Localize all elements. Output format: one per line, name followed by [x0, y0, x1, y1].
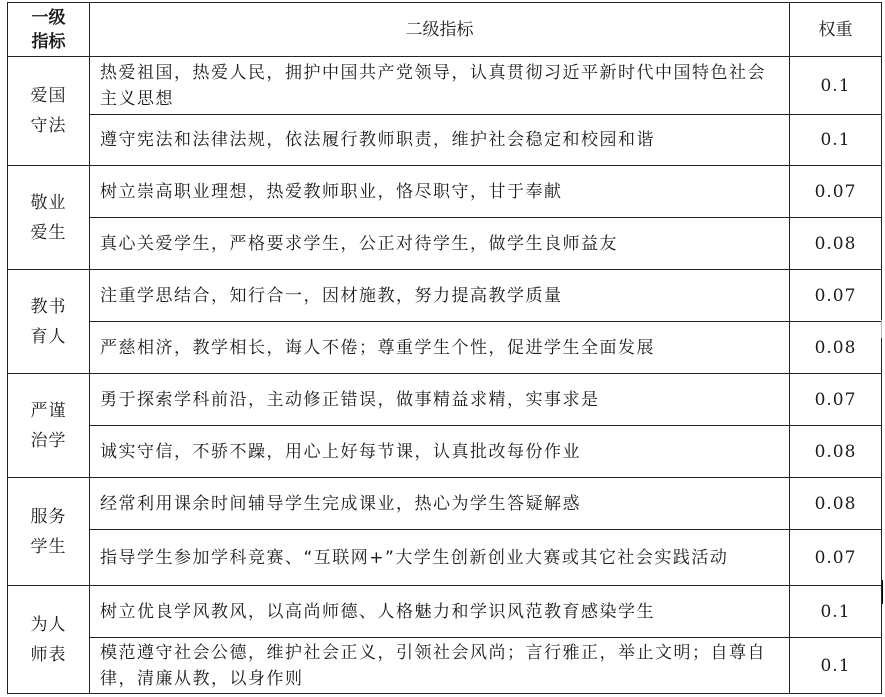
indicator-table — [7, 2, 882, 694]
table-row — [8, 530, 882, 586]
header-level2: 二级指标 — [90, 3, 790, 57]
item-desc: 经常利用课余时间辅导学生完成课业，热心为学生答疑解惑 — [90, 478, 790, 530]
item-weight: 0.07 — [790, 530, 882, 586]
table-row — [8, 166, 882, 218]
header-level1: 一级指标 — [8, 3, 90, 57]
header-row — [8, 3, 882, 57]
item-weight: 0.1 — [790, 586, 882, 638]
item-desc: 诚实守信，不骄不躁，用心上好每节课，认真批改每份作业 — [90, 426, 790, 478]
item-desc: 注重学思结合，知行合一，因材施教，努力提高教学质量 — [90, 270, 790, 322]
cursor-mark — [882, 580, 883, 604]
item-desc: 遵守宪法和法律法规，依法履行教师职责，维护社会稳定和校园和谐 — [90, 115, 790, 166]
item-desc: 严慈相济，教学相长，诲人不倦；尊重学生个性，促进学生全面发展 — [90, 322, 790, 374]
header-weight: 权重 — [790, 3, 882, 57]
item-weight: 0.08 — [790, 478, 882, 530]
table-row — [8, 322, 882, 374]
item-weight: 0.1 — [790, 57, 882, 115]
item-weight: 0.07 — [790, 270, 882, 322]
table-row — [8, 586, 882, 638]
table-row — [8, 638, 882, 694]
table-row — [8, 218, 882, 270]
item-weight: 0.08 — [790, 218, 882, 270]
item-desc: 树立优良学风教风，以高尚师德、人格魅力和学识风范教育感染学生 — [90, 586, 790, 638]
item-desc: 真心关爱学生，严格要求学生，公正对待学生，做学生良师益友 — [90, 218, 790, 270]
item-weight: 0.07 — [790, 374, 882, 426]
item-weight: 0.1 — [790, 115, 882, 166]
table-row — [8, 270, 882, 322]
category-cell: 敬业爱生 — [8, 166, 90, 270]
item-desc: 树立崇高职业理想，热爱教师职业，恪尽职守，甘于奉献 — [90, 166, 790, 218]
item-weight: 0.07 — [790, 166, 882, 218]
table-row — [8, 115, 882, 166]
category-cell: 严谨治学 — [8, 374, 90, 478]
edge-divider — [881, 320, 882, 338]
category-cell: 为人师表 — [8, 586, 90, 694]
category-cell: 服务学生 — [8, 478, 90, 586]
category-cell: 爱国守法 — [8, 57, 90, 166]
item-desc: 热爱祖国，热爱人民，拥护中国共产党领导，认真贯彻习近平新时代中国特色社会主义思想 — [90, 57, 790, 115]
table-row — [8, 426, 882, 478]
item-desc: 指导学生参加学科竞赛、“互联网+”大学生创新创业大赛或其它社会实践活动 — [90, 530, 790, 586]
item-weight: 0.08 — [790, 322, 882, 374]
table-row — [8, 57, 882, 115]
item-weight: 0.08 — [790, 426, 882, 478]
table-row — [8, 374, 882, 426]
table-row — [8, 478, 882, 530]
item-desc: 模范遵守社会公德，维护社会正义，引领社会风尚；言行雅正，举止文明；自尊自律，清廉从教，以身作则 — [90, 638, 790, 694]
category-cell: 教书育人 — [8, 270, 90, 374]
item-desc: 勇于探索学科前沿，主动修正错误，做事精益求精，实事求是 — [90, 374, 790, 426]
item-weight: 0.1 — [790, 638, 882, 694]
